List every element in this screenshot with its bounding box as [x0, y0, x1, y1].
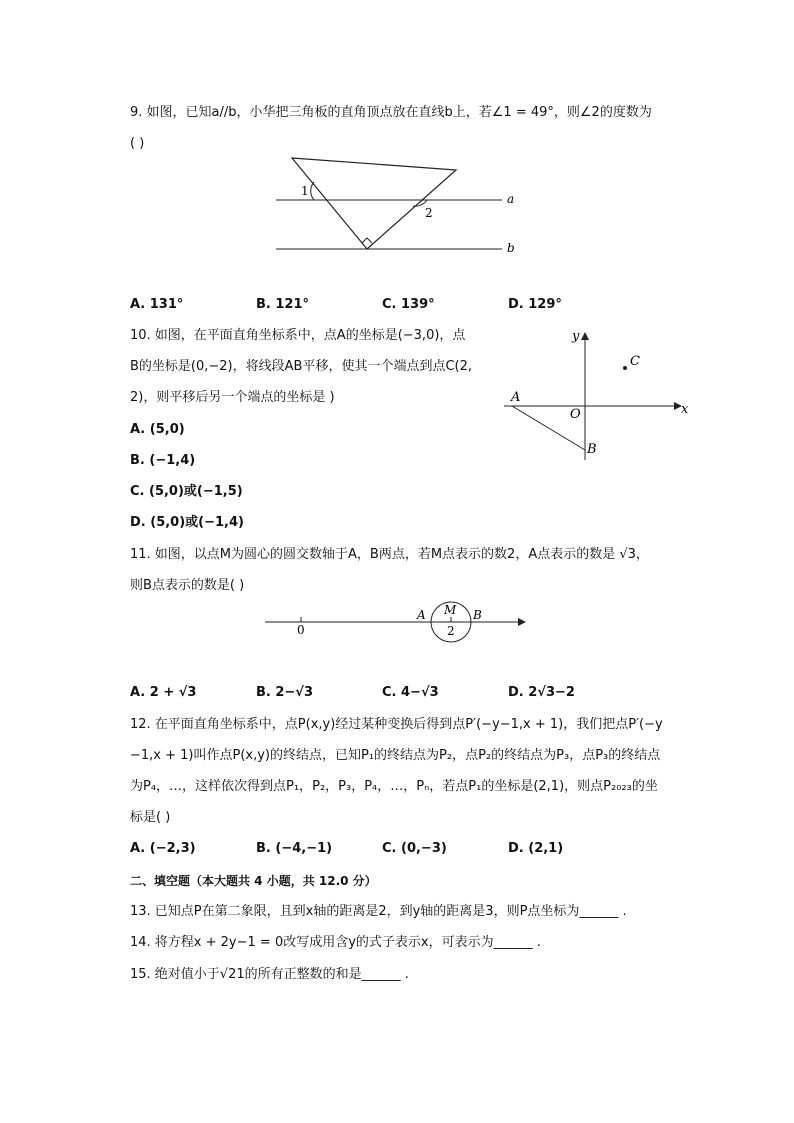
q9-figure [270, 150, 530, 260]
q9-option-c: C. 139° [382, 297, 435, 312]
q9-right-angle-mark [362, 238, 372, 243]
q11-number-line-arrow [518, 618, 526, 626]
q11-label-B: B [473, 608, 482, 622]
q11-label-A: A [417, 608, 426, 622]
q12-option-c: C. (0,−3) [382, 841, 447, 856]
q11-option-c: C. 4−√3 [382, 685, 439, 700]
q11-option-a: A. 2 + √3 [130, 685, 197, 700]
q10-label-y: y [572, 329, 580, 344]
q10-label-x: x [681, 402, 689, 417]
q10-option-c: C. (5,0)或(−1,5) [130, 484, 243, 499]
q10-stem-line1: 10. 如图，在平面直角坐标系中，点A的坐标是(−3,0)，点 [130, 328, 466, 343]
q11-option-b: B. 2−√3 [256, 685, 314, 700]
q11-option-d: D. 2√3−2 [508, 685, 575, 700]
q10-option-d: D. (5,0)或(−1,4) [130, 515, 244, 530]
q11-stem-line1: 11. 如图，以点M为圆心的圆交数轴于A，B两点，若M点表示的数2，A点表示的数是 √3， [130, 547, 649, 562]
q9-label-1: 1 [301, 184, 309, 198]
q11-label-2: 2 [447, 624, 455, 638]
q12-option-d: D. (2,1) [508, 841, 564, 856]
q12-stem-line2: −1,x + 1)叫作点P(x,y)的终结点，已知P₁的终结点为P₂，点P₂的终结点为P₃，点P₃的终结点 [130, 748, 661, 763]
q13-stem: 13. 已知点P在第二象限，且到x轴的距离是2，到y轴的距离是3，则P点坐标为______ . [130, 904, 627, 919]
q12-stem-line1: 12. 在平面直角坐标系中，点P(x,y)经过某种变换后得到点P′(−y−1,x + 1)，我们把点P′(−y [130, 717, 663, 732]
q10-label-A: A [511, 390, 521, 405]
q11-stem-line2: 则B点表示的数是( ) [130, 578, 245, 593]
q10-label-O: O [570, 407, 581, 422]
q9-stem-line1: 9. 如图，已知a//b，小华把三角板的直角顶点放在直线b上，若∠1 = 49°，则∠2的度数为 [130, 105, 652, 120]
q10-figure [498, 322, 696, 464]
q9-label-b: b [507, 241, 515, 255]
q9-label-a: a [507, 192, 515, 206]
q10-label-B: B [587, 442, 597, 457]
q12-option-a: A. (−2,3) [130, 841, 196, 856]
q10-point-C [623, 366, 627, 370]
q12-stem-line4: 标是( ) [130, 810, 171, 825]
q9-option-d: D. 129° [508, 297, 562, 312]
q14-stem: 14. 将方程x + 2y−1 = 0改写成用含y的式子表示x，可表示为______ . [130, 935, 541, 950]
q10-option-b: B. (−1,4) [130, 453, 196, 468]
q9-triangle [292, 158, 456, 249]
q9-stem-line2: ( ) [130, 136, 145, 151]
q11-label-0: 0 [297, 623, 305, 637]
q9-option-a: A. 131° [130, 297, 184, 312]
q10-option-a: A. (5,0) [130, 422, 185, 437]
q11-label-M: M [444, 603, 457, 617]
q12-option-b: B. (−4,−1) [256, 841, 333, 856]
q10-label-C: C [630, 354, 640, 369]
q9-option-b: B. 121° [256, 297, 310, 312]
q12-stem-line3: 为P₄，…，这样依次得到点P₁，P₂，P₃，P₄，…，Pₙ，若点P₁的坐标是(2,1)，则点P₂₀₂₃的坐 [130, 779, 658, 794]
q9-label-2: 2 [425, 206, 433, 220]
q10-y-arrow [581, 332, 589, 340]
section-heading-fill-in: 二、填空题（本大题共 4 小题，共 12.0 分） [130, 874, 377, 888]
q15-stem: 15. 绝对值小于√21的所有正整数的和是______ . [130, 967, 409, 982]
q10-stem-line3: 2)，则平移后另一个端点的坐标是 ) [130, 390, 335, 405]
q10-stem-line2: B的坐标是(0,−2)，将线段AB平移，使其一个端点到点C(2, [130, 359, 472, 374]
q11-figure [260, 598, 535, 648]
